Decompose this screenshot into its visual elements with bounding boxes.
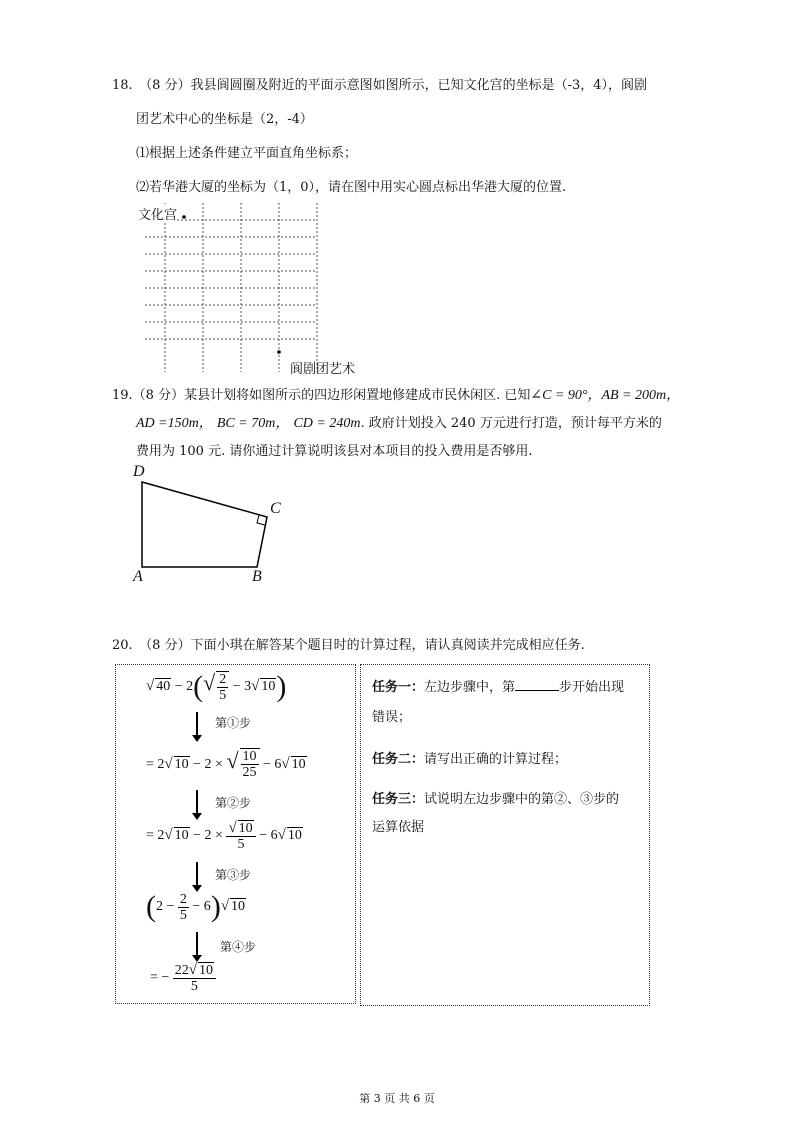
task-2-label: 任务二：: [372, 752, 425, 767]
task-3-line2: 运算依据: [372, 820, 425, 835]
minus-2-times-b: − 2 ×: [189, 828, 227, 844]
q18-grid-figure: [140, 200, 390, 375]
task-1-text-b: 步开始出现: [559, 680, 625, 695]
frac-num-2: 2: [219, 671, 227, 687]
page-footer: 第 3 页 共 6 页: [359, 1092, 435, 1105]
q19-bc: BC = 70m，: [216, 416, 290, 431]
minus-6: − 6: [259, 757, 282, 772]
task-2: [372, 750, 567, 770]
step-3-label: 第③步: [215, 868, 252, 882]
vertex-label-b: B: [252, 568, 262, 585]
sqrt-10-f: 10: [287, 828, 302, 844]
task-3-text-a: 试说明左边步骤中的第②、③步的: [424, 792, 620, 807]
task-1-blank[interactable]: [515, 678, 559, 691]
task-1-text-a: 左边步骤中，第: [424, 680, 516, 695]
q19-angle-c: ∠C = 90°，: [530, 388, 602, 403]
down-arrow-2: [196, 790, 198, 814]
sqrt-10-h: 10: [199, 963, 214, 978]
q19-cd: CD = 240m: [293, 416, 361, 431]
calc-line-3: (2 − $\frac{2}{5}$ − 6)√ 10: [146, 890, 246, 923]
calc-line-2: = 2√ 10 − 2 × $\frac{√ 10}{5}$ − 6√ 10: [146, 820, 302, 852]
q19-quadrilateral-figure: [125, 470, 295, 590]
task-3-label: 任务三：: [372, 792, 425, 807]
q19-line1-text: 19.（8 分）某县计划将如图所示的四边形闲置地修建成市民休闲区. 已知: [112, 388, 531, 403]
frac-den-5-d: 5: [190, 979, 198, 994]
calc-line-4: = − $\frac{22√ 10}{5}$: [150, 962, 216, 994]
vertex-label-c: C: [270, 500, 281, 517]
q18-stem-line2: 团艺术中心的坐标是（2，-4）: [136, 112, 313, 127]
eq-minus: = −: [150, 970, 173, 986]
q19-ad: AD =150m，: [136, 416, 213, 431]
grid-lines: [145, 203, 317, 372]
sqrt-10-g: 10: [231, 899, 246, 915]
sqrt-10-e: 10: [238, 821, 253, 836]
minus-2: − 2: [171, 679, 194, 695]
q19-stem-line3: 费用为 100 元. 请你通过计算说明该县对本项目的投入费用是否够用.: [136, 444, 533, 459]
paren-close-b: ): [210, 890, 221, 923]
step-1-label: 第①步: [215, 716, 252, 730]
q19-stem-line1: [112, 386, 680, 406]
step-2-label: 第②步: [215, 796, 252, 810]
label-wenhuagong: 文化宫: [138, 204, 177, 223]
q19-line2-text: . 政府计划投入 240 万元进行打造，预计每平方米的: [360, 416, 662, 431]
q19-stem-line2: [136, 414, 662, 434]
task-1-label: 任务一：: [372, 680, 425, 695]
calc-line-1: = 2√ 10 − 2 × √ $\frac{10}{25}$ − 6√ 10: [146, 748, 306, 781]
paren-open: (: [193, 670, 204, 703]
frac-den-5-c: 5: [179, 907, 187, 923]
wenhuagong-point: [182, 215, 186, 219]
frac-den-25: 25: [242, 765, 257, 781]
frac-den-5-b: 5: [237, 837, 245, 852]
sqrt-10-b: 10: [174, 757, 189, 772]
vertex-label-a: A: [133, 568, 143, 585]
paren-open-b: (: [146, 890, 156, 923]
down-arrow-1: [196, 712, 198, 736]
paren-close: ): [276, 670, 287, 703]
task-3: [372, 790, 619, 810]
minus-2-times: − 2 ×: [189, 757, 227, 772]
sqrt-10-a: 10: [261, 679, 276, 695]
label-jutuan: 阆剧团艺术: [290, 362, 356, 377]
frac-num-2-b: 2: [179, 891, 187, 907]
sqrt-10-d: 10: [174, 828, 189, 844]
frac-den-5: 5: [219, 687, 227, 703]
two-minus: 2 −: [156, 899, 178, 915]
task-1: [372, 678, 624, 698]
num-22: 22: [174, 963, 189, 978]
q20-stem: 20. （8 分）下面小琪在解答某个题目时的计算过程，请认真阅读并完成相应任务.: [112, 638, 585, 653]
sqrt-10-c: 10: [291, 757, 306, 772]
q18-part2: ⑵若华港大厦的坐标为（1，0），请在图中用实心圆点标出华港大厦的位置.: [136, 180, 567, 195]
jutuan-point: [277, 350, 281, 354]
down-arrow-3: [196, 862, 198, 886]
eq-2: = 2: [146, 757, 165, 772]
q18-stem-line1: 18. （8 分）我县阆圆圈及附近的平面示意图如图所示，已知文化宫的坐标是（-3，4），阆剧: [112, 78, 648, 93]
step-4-label: 第④步: [220, 940, 257, 954]
vertex-label-d: D: [133, 463, 145, 480]
minus-6-c: − 6: [188, 899, 211, 915]
q18-part1: ⑴根据上述条件建立平面直角坐标系；: [136, 146, 358, 161]
q19-ab: AB = 200m，: [601, 388, 681, 403]
frac-num-10: 10: [242, 749, 257, 765]
down-arrow-4: [196, 932, 198, 956]
task-1-line2: 错误；: [372, 710, 412, 725]
minus-3: − 3: [229, 679, 252, 695]
eq-2-b: = 2: [146, 828, 165, 844]
sqrt-40: 40: [156, 679, 171, 695]
task-2-text: 请写出正确的计算过程；: [424, 752, 568, 767]
calc-line-0: √ 40 − 2(√ $\frac{2}{5}$ − 3√ 10): [146, 670, 287, 703]
minus-6-b: − 6: [255, 828, 278, 844]
quadrilateral-abcd: [142, 482, 267, 567]
